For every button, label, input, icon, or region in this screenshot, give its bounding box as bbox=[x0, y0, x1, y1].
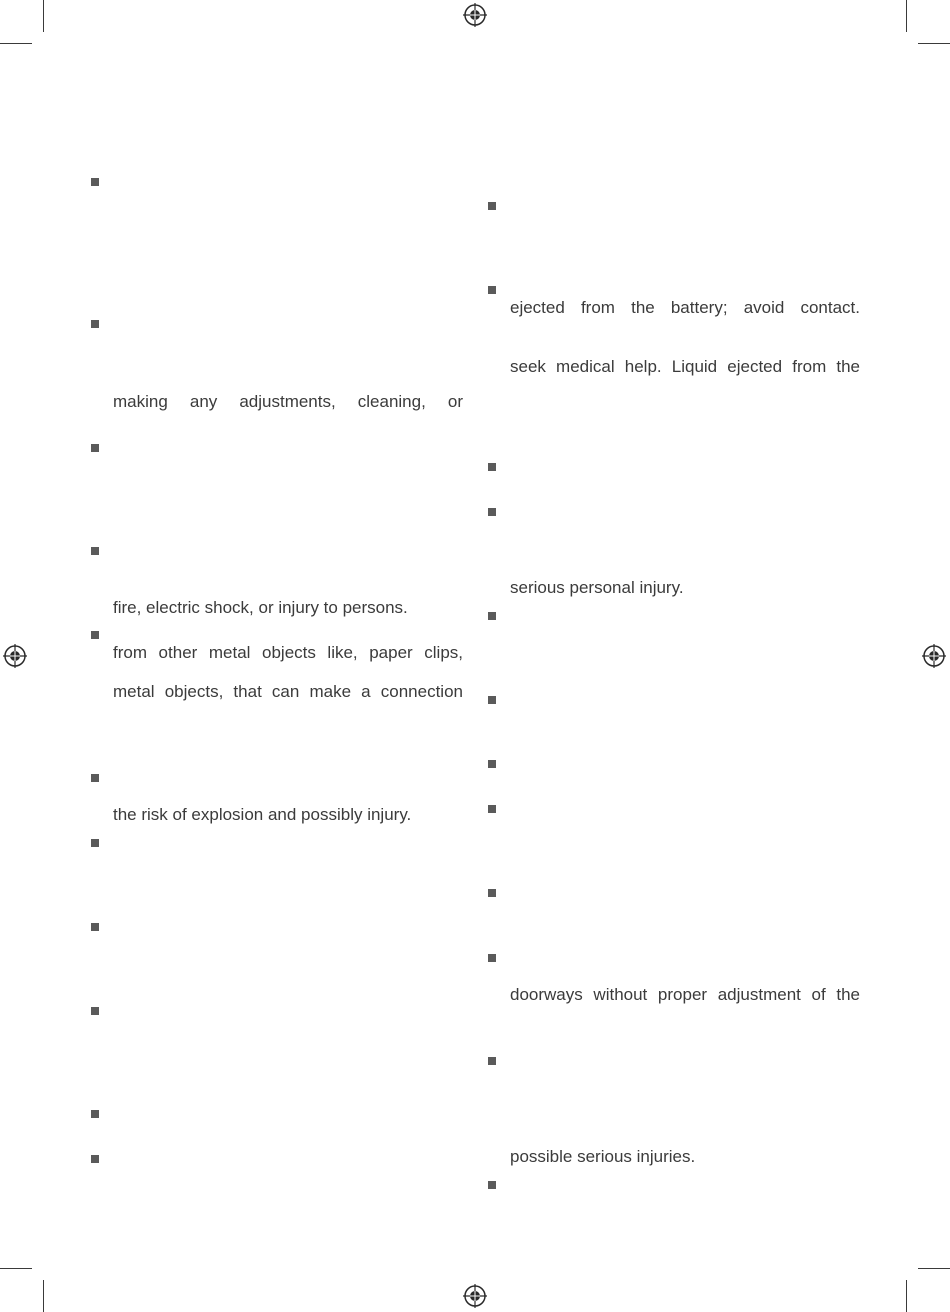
square-bullet-icon bbox=[91, 444, 99, 452]
square-bullet-icon bbox=[488, 954, 496, 962]
square-bullet-icon bbox=[488, 889, 496, 897]
square-bullet-icon bbox=[488, 696, 496, 704]
square-bullet-icon bbox=[91, 1110, 99, 1118]
crop-mark-top-right-vertical bbox=[906, 0, 907, 32]
square-bullet-icon bbox=[488, 463, 496, 471]
square-bullet-icon bbox=[488, 805, 496, 813]
left-text-line: metal objects, that can make a connection bbox=[113, 682, 463, 701]
registration-mark-top-icon bbox=[463, 3, 487, 27]
left-text-line: the risk of explosion and possibly injury. bbox=[113, 805, 412, 824]
left-text-line: from other metal objects like, paper clips, bbox=[113, 643, 463, 662]
crop-mark-top-right-horizontal bbox=[918, 43, 950, 44]
registration-mark-bottom-icon bbox=[463, 1284, 487, 1308]
square-bullet-icon bbox=[488, 1057, 496, 1065]
right-text-line: ejected from the battery; avoid contact. bbox=[510, 298, 860, 317]
crop-mark-bottom-right-horizontal bbox=[918, 1268, 950, 1269]
right-text-line: seek medical help. Liquid ejected from the bbox=[510, 357, 860, 376]
square-bullet-icon bbox=[91, 547, 99, 555]
right-text-line: serious personal injury. bbox=[510, 578, 684, 597]
square-bullet-icon bbox=[91, 1155, 99, 1163]
crop-mark-bottom-left-horizontal bbox=[0, 1268, 32, 1269]
right-text-line: doorways without proper adjustment of the bbox=[510, 985, 860, 1004]
crop-mark-top-left-vertical bbox=[43, 0, 44, 32]
left-text-line: making any adjustments, cleaning, or bbox=[113, 392, 463, 411]
left-text-line: fire, electric shock, or injury to persons. bbox=[113, 598, 408, 617]
square-bullet-icon bbox=[91, 178, 99, 186]
square-bullet-icon bbox=[488, 1181, 496, 1189]
square-bullet-icon bbox=[488, 202, 496, 210]
right-text-line: possible serious injuries. bbox=[510, 1147, 696, 1166]
registration-mark-left-icon bbox=[3, 644, 27, 668]
square-bullet-icon bbox=[488, 508, 496, 516]
square-bullet-icon bbox=[488, 612, 496, 620]
crop-mark-top-left-horizontal bbox=[0, 43, 32, 44]
square-bullet-icon bbox=[91, 631, 99, 639]
square-bullet-icon bbox=[91, 774, 99, 782]
square-bullet-icon bbox=[91, 320, 99, 328]
square-bullet-icon bbox=[91, 923, 99, 931]
square-bullet-icon bbox=[488, 286, 496, 294]
square-bullet-icon bbox=[488, 760, 496, 768]
registration-mark-right-icon bbox=[922, 644, 946, 668]
crop-mark-bottom-left-vertical bbox=[43, 1280, 44, 1312]
crop-mark-bottom-right-vertical bbox=[906, 1280, 907, 1312]
square-bullet-icon bbox=[91, 839, 99, 847]
square-bullet-icon bbox=[91, 1007, 99, 1015]
